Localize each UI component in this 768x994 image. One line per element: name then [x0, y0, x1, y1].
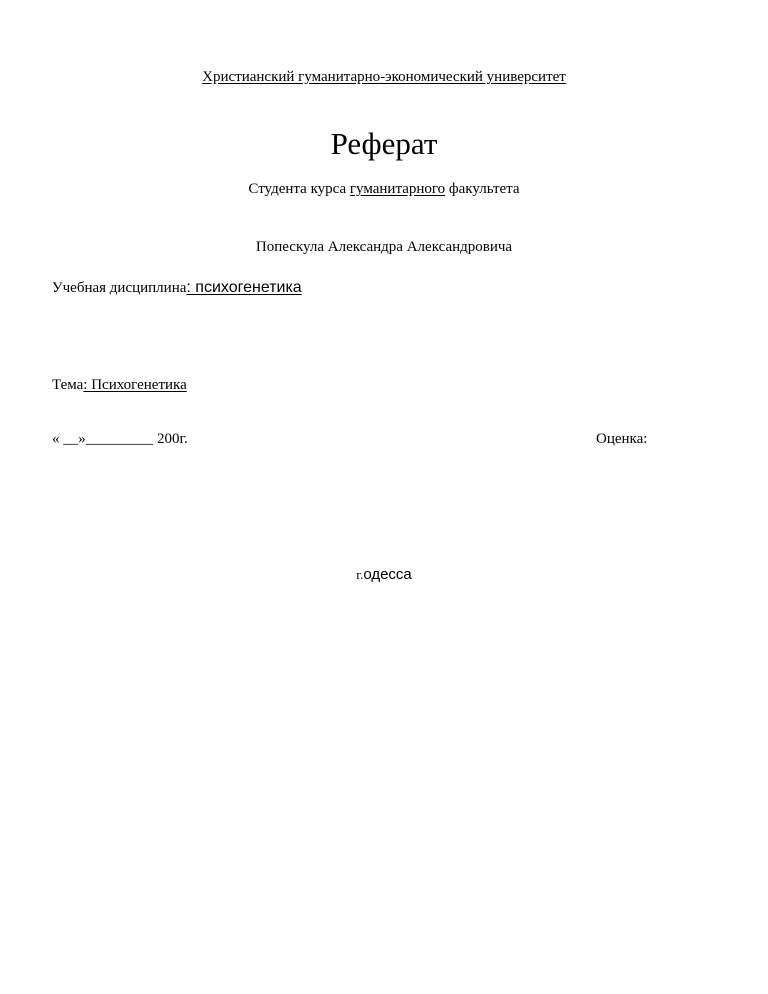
- topic-line: [52, 376, 187, 394]
- discipline-value: : психогенетика: [186, 279, 302, 296]
- city-line: [0, 566, 768, 584]
- discipline-line: [52, 279, 302, 297]
- author-name: Попескула Александра Александровича: [255, 239, 513, 255]
- discipline-label: Учебная дисциплина: [52, 280, 187, 296]
- topic-value: : Психогенетика: [83, 377, 187, 393]
- student-prefix: Студента курса: [248, 181, 350, 197]
- student-course-line: [0, 180, 768, 198]
- university-name: Христианский гуманитарно-экономический университет: [202, 69, 566, 85]
- city-name: одесса: [363, 566, 412, 583]
- document-title: Реферат: [330, 126, 438, 161]
- date-line: « __»_________ 200г.: [52, 431, 188, 447]
- faculty-name: гуманитарного: [349, 181, 446, 197]
- student-suffix: факультета: [445, 181, 520, 197]
- grade-label: Оценка:: [596, 431, 648, 447]
- city-prefix: г.: [356, 567, 364, 582]
- topic-label: Тема: [52, 377, 84, 393]
